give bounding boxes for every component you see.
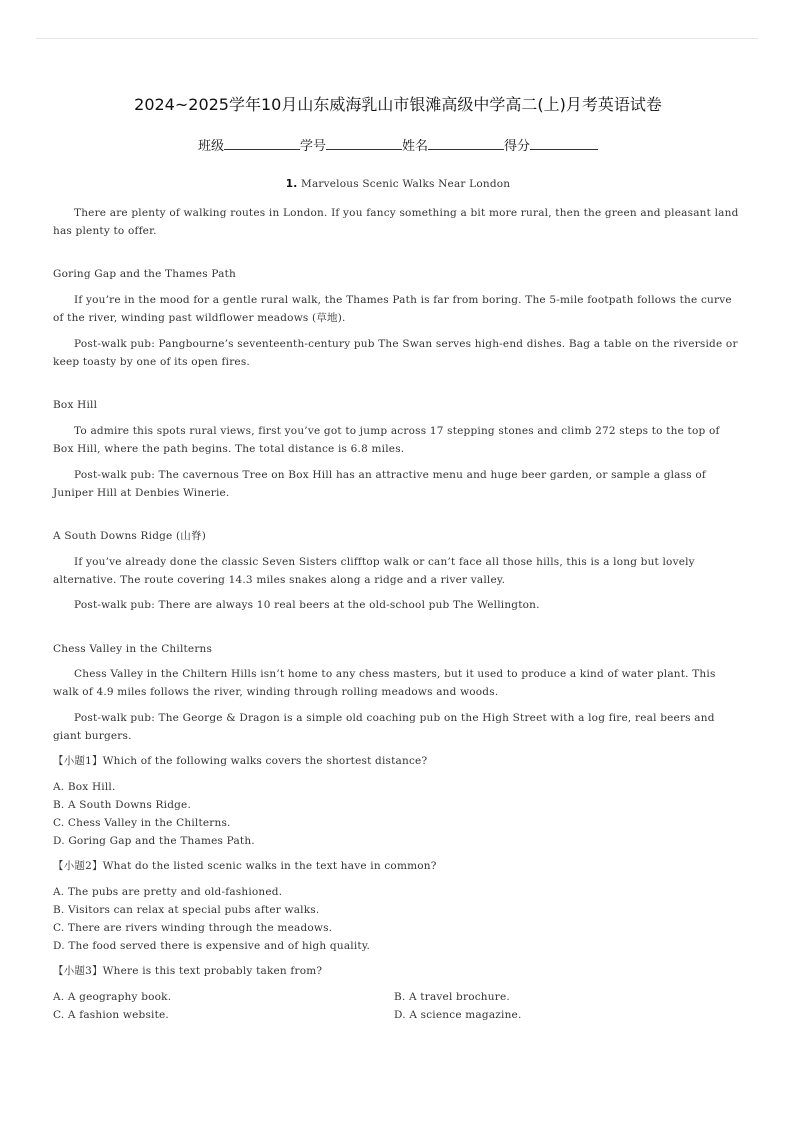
name-label: 姓名 — [402, 139, 429, 154]
question-2-option-b[interactable]: B. Visitors can relax at special pubs after walks. — [53, 904, 320, 916]
question-1-option-c[interactable]: C. Chess Valley in the Chilterns. — [53, 817, 231, 829]
section-body-goring-gap: If you’re in the mood for a gentle rural walk, the Thames Path is far from boring. The 5-mile footpath follows the curve of the river, winding past wildflower meadows (草地). — [53, 294, 732, 324]
question-3-options — [53, 988, 743, 1024]
question-2-stem: 【小题2】What do the listed scenic walks in the text have in common? — [53, 860, 437, 872]
question-number: 1. — [285, 178, 298, 190]
top-divider — [36, 38, 758, 39]
section-body-chess-valley: Chess Valley in the Chiltern Hills isn’t home to any chess masters, but it used to produce a kind of water plant. This walk of 4.9 miles follows the river, winding through rolling meadows and woods. — [53, 668, 716, 698]
class-blank[interactable] — [224, 137, 300, 150]
passage-intro: There are plenty of walking routes in London. If you fancy something a bit more rural, then the green and pleasant land has plenty to offer. — [53, 207, 739, 237]
section-body-box-hill: To admire this spots rural views, first you’ve got to jump across 17 stepping stones and climb 272 steps to the top of Box Hill, where the path begins. The total distance is 6.8 miles. — [53, 425, 720, 455]
passage-title-text: Marvelous Scenic Walks Near London — [301, 178, 511, 190]
section-heading-chess-valley: Chess Valley in the Chilterns — [53, 643, 213, 655]
question-1-option-b[interactable]: B. A South Downs Ridge. — [53, 799, 191, 811]
question-1-option-d[interactable]: D. Goring Gap and the Thames Path. — [53, 835, 255, 847]
question-1-options — [53, 778, 743, 850]
question-3-stem: 【小题3】Where is this text probably taken from? — [53, 965, 323, 977]
name-field — [402, 135, 504, 154]
question-2-option-d[interactable]: D. The food served there is expensive and of high quality. — [53, 940, 371, 952]
student-id-label: 学号 — [299, 139, 326, 154]
question-3-option-d[interactable]: D. A science magazine. — [394, 1009, 522, 1021]
student-id-field — [300, 135, 402, 154]
question-2-option-a[interactable]: A. The pubs are pretty and old-fashioned. — [53, 886, 283, 898]
score-field — [504, 135, 598, 154]
section-heading-south-downs: A South Downs Ridge (山脊) — [53, 530, 206, 542]
student-id-blank[interactable] — [326, 137, 402, 150]
question-3-option-a[interactable]: A. A geography book. — [53, 991, 172, 1003]
question-3-option-c[interactable]: C. A fashion website. — [53, 1009, 169, 1021]
question-3-option-b[interactable]: B. A travel brochure. — [394, 991, 510, 1003]
section-pub-box-hill: Post-walk pub: The cavernous Tree on Box Hill has an attractive menu and huge beer garden, or sample a glass of Juniper Hill at Denbies Winerie. — [53, 469, 706, 499]
score-blank[interactable] — [530, 137, 598, 150]
section-pub-south-downs: Post-walk pub: There are always 10 real beers at the old-school pub The Wellington. — [74, 599, 540, 611]
class-label: 班级 — [197, 139, 224, 154]
question-1-option-a[interactable]: A. Box Hill. — [53, 781, 116, 793]
section-body-south-downs: If you’ve already done the classic Seven Sisters clifftop walk or can’t face all those hills, this is a long but lovely alternative. The route covering 14.3 miles snakes along a ridge and a river valley. — [53, 556, 695, 586]
section-heading-goring-gap: Goring Gap and the Thames Path — [53, 268, 236, 280]
student-info-line — [53, 135, 743, 154]
score-label: 得分 — [504, 139, 531, 154]
question-2-option-c[interactable]: C. There are rivers winding through the meadows. — [53, 922, 333, 934]
exam-title: 2024~2025学年10月山东威海乳山市银滩高级中学高二(上)月考英语试卷 — [134, 95, 662, 114]
question-1-stem: 【小题1】Which of the following walks covers the shortest distance? — [53, 755, 428, 767]
class-field — [198, 135, 300, 154]
section-pub-chess-valley: Post-walk pub: The George & Dragon is a simple old coaching pub on the High Street with a log fire, real beers and giant burgers. — [53, 712, 715, 742]
passage-title — [53, 178, 743, 190]
section-pub-goring-gap: Post-walk pub: Pangbourne’s seventeenth-century pub The Swan serves high-end dishes. Bag a table on the riverside or keep toasty by one of its open fires. — [53, 338, 738, 368]
name-blank[interactable] — [428, 137, 504, 150]
question-2-options — [53, 883, 743, 955]
section-heading-box-hill: Box Hill — [53, 399, 98, 411]
